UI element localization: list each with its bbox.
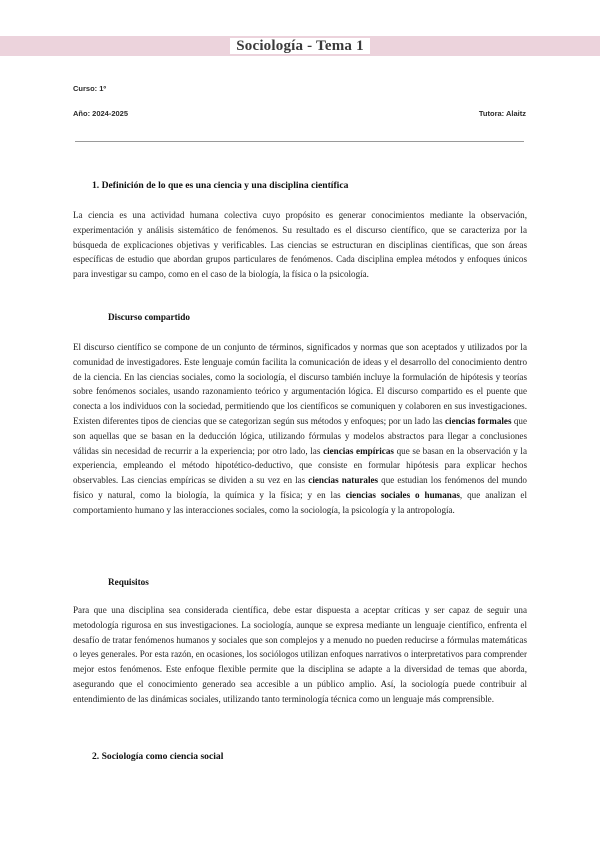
p2-text-d: que se basan en la observación y la experiencia, empleando el método hipotético-deductivo, que consiste en formular hipótesis para explicar hechos observables. Las ciencias empíricas se dividen a su vez en las (73, 445, 527, 486)
paragraph-discurso (73, 340, 527, 518)
page-title (0, 36, 600, 56)
year-label: Año: 2024-2025 (73, 109, 129, 118)
p2-text-c: que son aquellas que se basan en la deducción lógica, utilizando fórmulas y modelos abstractos para llegar a conclusiones válidas sin necesidad de recurrir a la experiencia; por otro lado, las (73, 415, 528, 456)
p2-text-f: , que analizan el comportamiento humano y las interacciones sociales, como la sociología, la psicología y la antropología. (73, 489, 527, 515)
subheading-discurso: Discurso compartido (108, 312, 190, 322)
term-ciencias-formales: ciencias formales (445, 415, 512, 426)
page-title-text: Sociología - Tema 1 (230, 38, 370, 54)
p2-text-e: que estudian los fenómenos del mundo físico y natural, como la biología, la química y la física; y en las (73, 475, 527, 500)
p2-text-a: El discurso científico se compone de un conjunto de términos, significados y normas que son aceptados y utilizados por la comunidad de investigadores. Este lenguaje común facilita la comunicación de ideas y el desarrollo del conocimiento dentro de la ciencia. En las ciencias sociales, como la sociología, el discurso también incluye la formulación de hipótesis y teorías sobre fenómenos sociales, usando razonamiento teórico y argumentación lógica. El discurso compartido es el puente que conecta a los individuos con la sociedad, permitiendo que los científicos se comuniquen y colaboren en sus investigaciones. Existen diferentes tipos de ciencias que se categorizan según sus métodos y enfoques; por un lado las (73, 342, 527, 426)
course-label: Curso: 1º (73, 84, 107, 93)
term-ciencias-empiricas: ciencias empíricas (323, 445, 394, 456)
tutor-label: Tutora: Alaitz (478, 109, 526, 118)
paragraph-requisitos: Para que una disciplina sea considerada científica, debe estar dispuesta a aceptar críticas y ser capaz de seguir una metodología rigurosa en sus investigaciones. La sociología, aunque se expresa mediante un lenguaje científico, enfrenta el desafío de tratar fenómenos humanos y sociales que son complejos y a menudo no pueden reducirse a fórmulas matemáticas o leyes generales. Por esta razón, en ocasiones, los sociólogos utilizan enfoques narrativos o interpretativos para comprender mejor estos fenómenos. Este enfoque flexible permite que la disciplina se adapte a la diversidad de temas que aborda, asegurando que el conocimiento generado sea accesible a un público amplio. Así, la sociología puede contribuir al entendimiento de las dinámicas sociales, utilizando tanto terminología técnica como un lenguaje más comprensible. (73, 605, 527, 704)
paragraph-definition: La ciencia es una actividad humana colectiva cuyo propósito es generar conocimientos mediante la observación, experimentación y análisis sistemático de fenómenos. Su resultado es el discurso científico, que se caracteriza por la búsqueda de explicaciones objetivas y verificables. Las ciencias se estructuran en disciplinas científicas, que son áreas específicas de estudio que abordan grupos particulares de fenómenos. Cada disciplina emplea métodos y enfoques únicos para investigar su campo, como en el caso de la biología, la física o la psicología. (73, 210, 527, 280)
section-1-heading: 1. Definición de lo que es una ciencia y una disciplina científica (92, 180, 349, 191)
divider (75, 141, 524, 142)
term-ciencias-naturales: ciencias naturales (308, 475, 379, 486)
term-ciencias-sociales: ciencias sociales o humanas (345, 489, 460, 500)
subheading-requisitos: Requisitos (108, 577, 149, 587)
section-2-heading: 2. Sociología como ciencia social (92, 751, 224, 762)
